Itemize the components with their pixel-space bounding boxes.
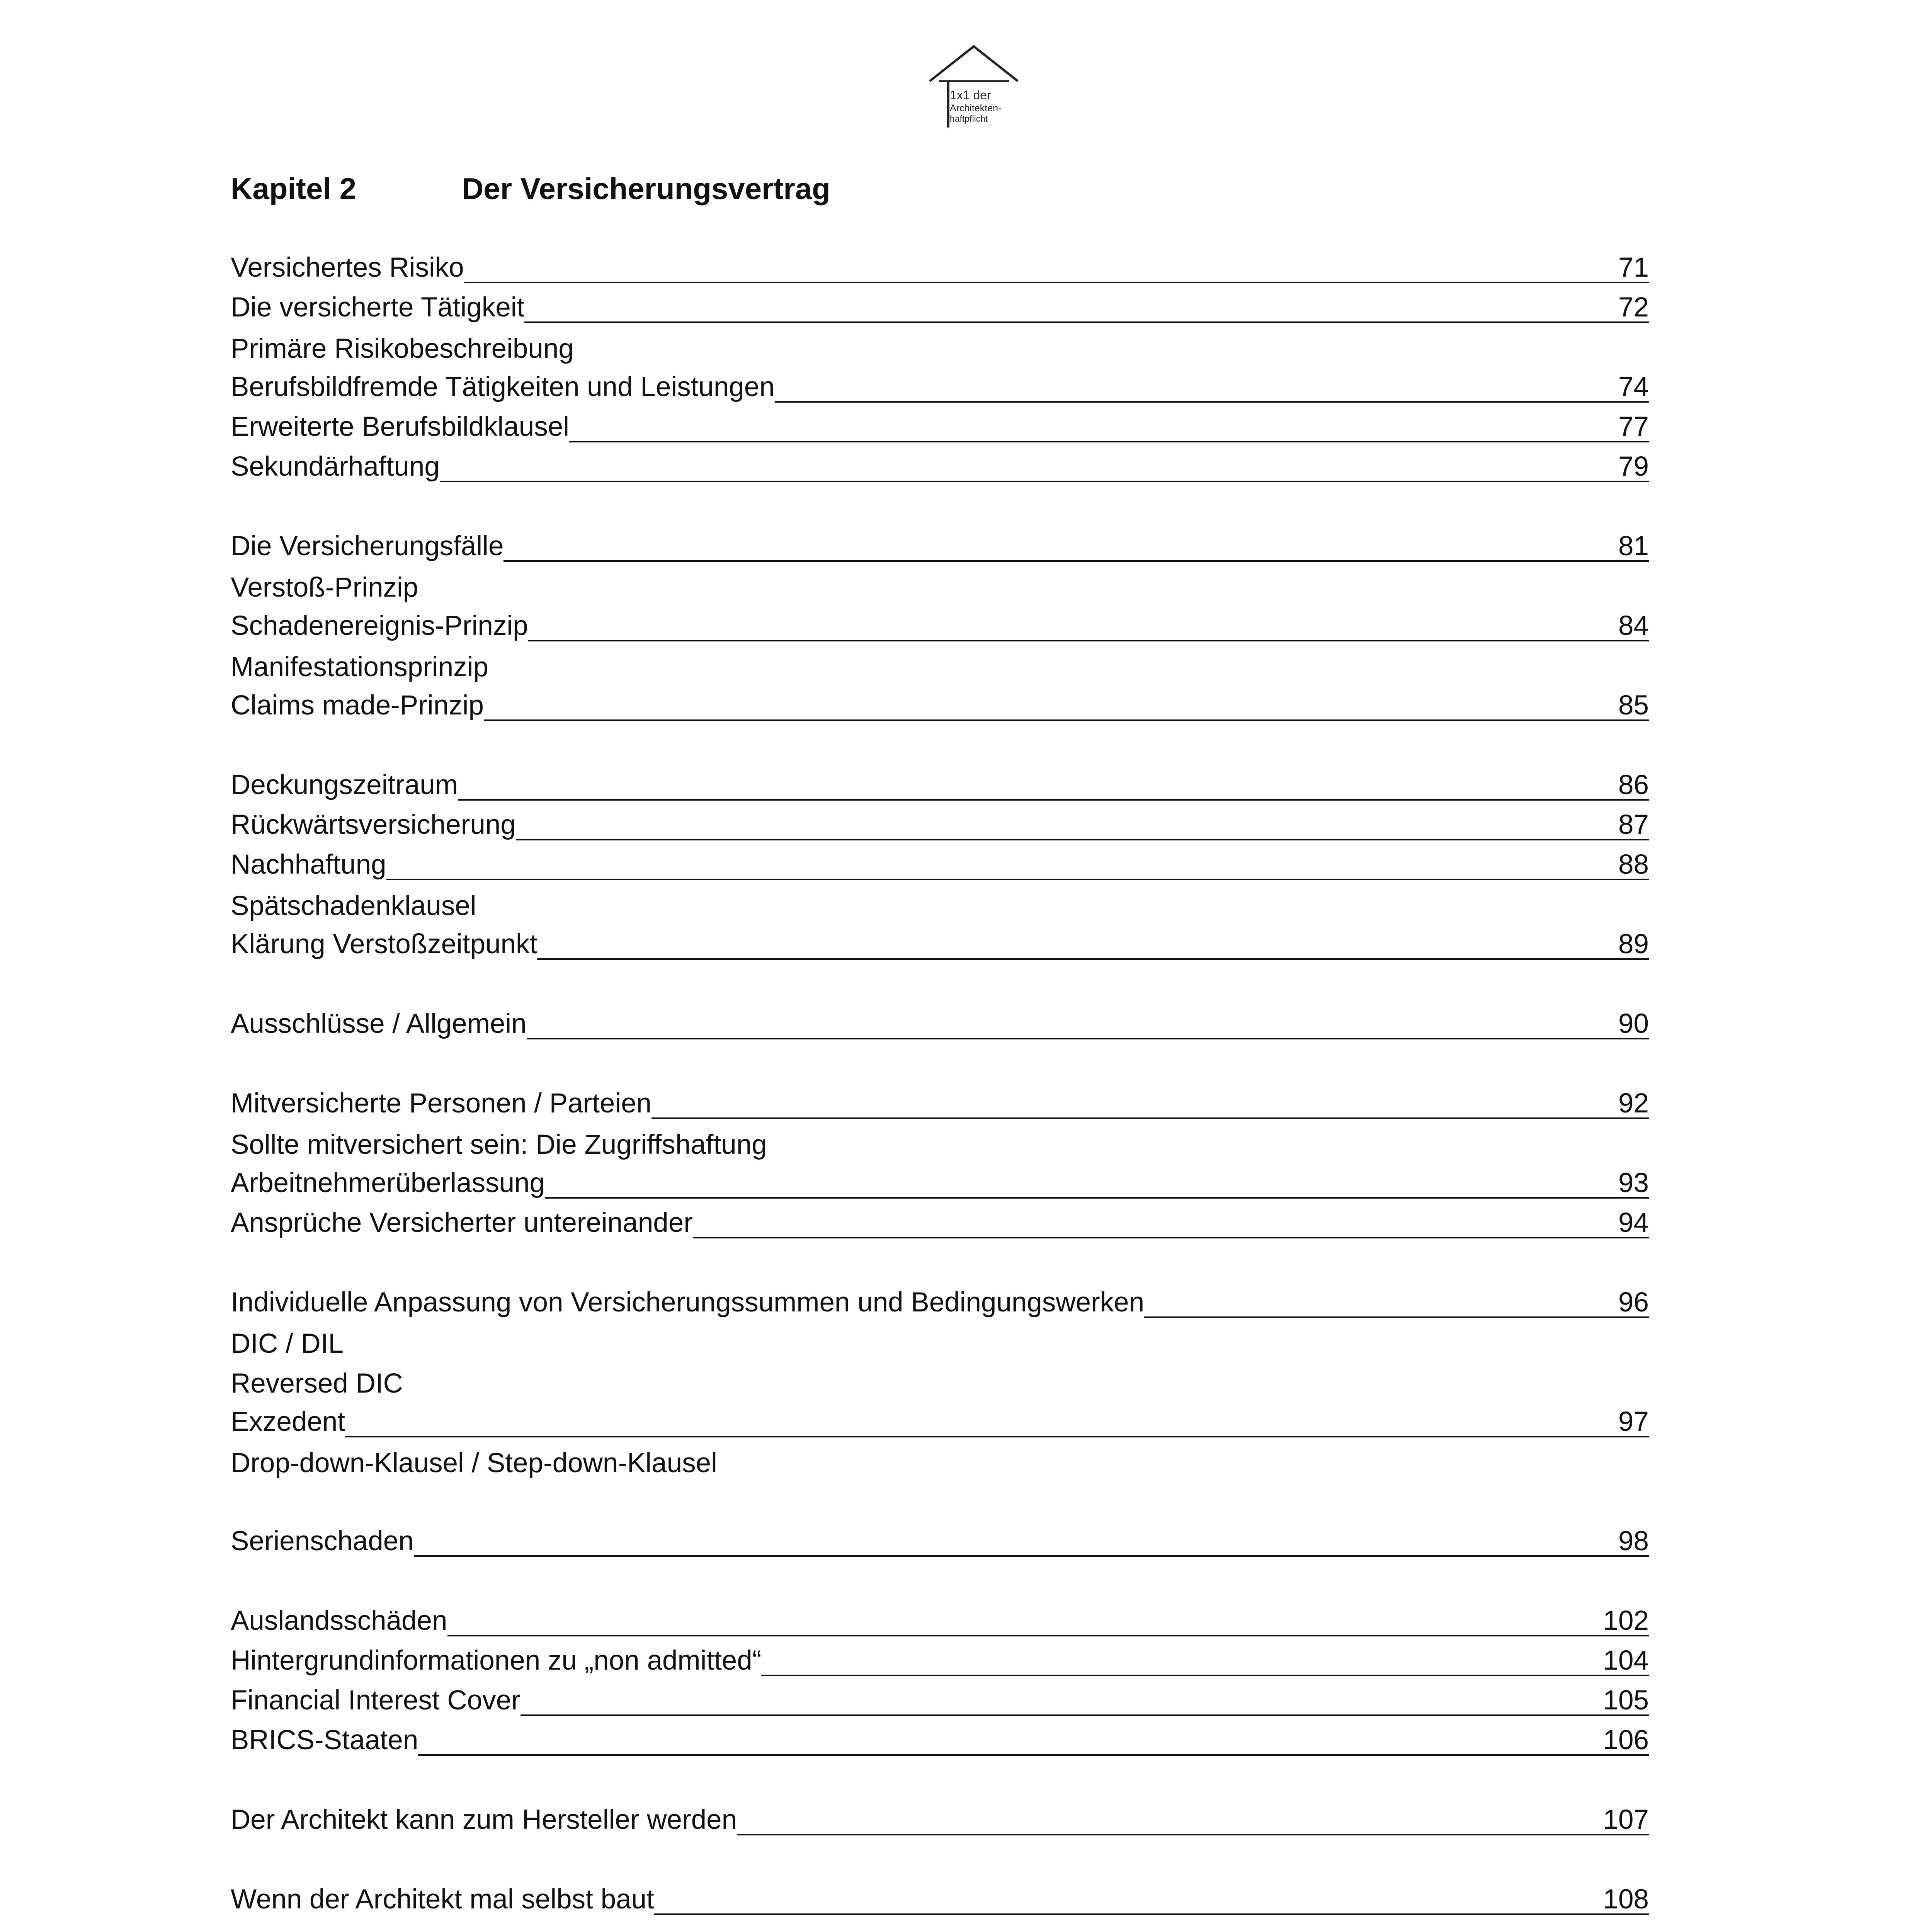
toc-entry-page: 85 [1618,690,1649,721]
toc-entry [231,1284,1649,1318]
toc-entry-label: Sollte mitversichert sein: Die Zugriffshaftung [231,1125,767,1165]
toc-entry-page: 92 [1618,1088,1649,1119]
chapter-title: Der Versicherungsvertrag [462,172,830,206]
toc-entry-label: Drop-down-Klausel / Step-down-Klausel [231,1443,717,1483]
toc-entry-page: 84 [1618,611,1649,641]
toc-entry [231,1125,1649,1165]
toc-entry-label: BRICS-Staaten [231,1722,418,1759]
toc-entry-page: 86 [1618,770,1649,800]
toc-entry-label: Klärung Verstoßzeitpunkt [231,926,537,963]
toc-entry [231,1443,1649,1483]
toc-entry-label: Nachhaftung [231,846,386,883]
toc-entry [231,1801,1649,1835]
toc-entry [231,1722,1649,1756]
toc-entry-label: Sekundärhaftung [231,448,440,485]
toc-entry [231,806,1649,840]
toc-entry-label: Serienschaden [231,1523,414,1560]
toc-entry-label: Erweiterte Berufsbildklausel [231,408,569,446]
toc-entry-page: 72 [1618,292,1649,323]
toc-entry-label: Exzedent [231,1403,345,1440]
logo-line-2: Architekten- [950,103,1002,114]
toc-entry-label: Reversed DIC [231,1364,403,1403]
toc-entry-page: 104 [1603,1645,1649,1676]
toc-entry-label: Financial Interest Cover [231,1682,520,1719]
toc-entry-page: 97 [1618,1406,1649,1437]
toc-entry [231,1642,1649,1676]
logo-line-3: haftpflicht [950,114,988,124]
toc-entry [231,1523,1649,1557]
toc-entry-label: Hintergrundinformationen zu „non admitted“ [231,1642,761,1679]
toc-entry [231,1165,1649,1199]
toc-entry-label: Ausschlüsse / Allgemein [231,1005,527,1043]
toc-entry-label: Arbeitnehmerüberlassung [231,1165,545,1202]
toc-entry-label: Manifestationsprinzip [231,647,488,687]
toc-entry-label: Wenn der Architekt mal selbst baut [231,1881,654,1918]
toc-entry-page: 96 [1618,1287,1649,1318]
toc-entry-label: Schadenereignis-Prinzip [231,607,528,645]
toc-entry-page: 81 [1618,531,1649,561]
toc-entry [231,1204,1649,1238]
toc-entry-page: 108 [1603,1884,1649,1915]
toc-entry-label: Verstoß-Prinzip [231,568,418,607]
toc-entry-page: 102 [1603,1605,1649,1636]
toc-entry-label: Ansprüche Versicherter untereinander [231,1204,693,1242]
toc-entry-page: 105 [1603,1685,1649,1716]
toc-entry-page: 94 [1618,1208,1649,1238]
toc-entry [231,408,1649,442]
toc-entry-label: Die versicherte Tätigkeit [231,289,524,326]
toc-entry-page: 87 [1618,810,1649,840]
toc-entry-label: Claims made-Prinzip [231,687,484,724]
toc-entry-page: 106 [1603,1725,1649,1755]
toc-entry-label: DIC / DIL [231,1324,344,1364]
toc-entry-page: 90 [1618,1009,1649,1039]
toc-entry-page: 74 [1618,372,1649,402]
toc-entry [231,568,1649,607]
toc-entry-label: Der Architekt kann zum Hersteller werden [231,1801,737,1838]
toc-entry [231,1682,1649,1716]
toc-entry-page: 93 [1618,1168,1649,1198]
logo [927,43,1020,131]
toc-entry [231,528,1649,562]
toc-entry [231,369,1649,403]
toc-entry [231,926,1649,960]
toc-entry [231,329,1649,369]
toc-entry [231,607,1649,641]
toc-entry [231,886,1649,926]
toc-entry [231,846,1649,880]
toc-entry-page: 71 [1618,252,1649,283]
toc-entry-label: Spätschadenklausel [231,886,476,926]
toc-entry [231,1085,1649,1119]
toc-entry [231,1602,1649,1636]
toc-entry [231,767,1649,801]
toc-entry [231,1403,1649,1437]
toc-entry [231,1324,1649,1364]
toc-entry-label: Mitversicherte Personen / Parteien [231,1085,651,1122]
toc-entry-page: 98 [1618,1526,1649,1556]
toc-entry [231,1881,1649,1915]
toc-entry-page: 107 [1603,1804,1649,1835]
toc-entry-label: Rückwärtsversicherung [231,806,516,844]
toc-entry-label: Auslandsschäden [231,1602,447,1639]
logo-line-1: 1x1 der [950,88,991,102]
toc-entry [231,1005,1649,1039]
toc-entry [231,448,1649,482]
chapter-number: Kapitel 2 [231,172,357,206]
toc-entry-label: Individuelle Anpassung von Versicherungssummen und Bedingungswerken [231,1284,1144,1321]
toc-entry-label: Versichertes Risiko [231,249,464,286]
toc-entry-label: Primäre Risikobeschreibung [231,329,574,369]
toc-entry-page: 79 [1618,451,1649,482]
toc-entry [231,687,1649,721]
toc-entry-page: 77 [1618,412,1649,442]
toc-entry-page: 89 [1618,929,1649,959]
toc-entry-page: 88 [1618,849,1649,880]
toc-entry-label: Deckungszeitraum [231,767,458,804]
toc-entry [231,1364,1649,1403]
toc-entry [231,647,1649,687]
toc-entry [231,289,1649,323]
toc-entry [231,249,1649,283]
toc-entry-label: Die Versicherungsfälle [231,528,503,565]
toc-entry-label: Berufsbildfremde Tätigkeiten und Leistungen [231,369,775,406]
